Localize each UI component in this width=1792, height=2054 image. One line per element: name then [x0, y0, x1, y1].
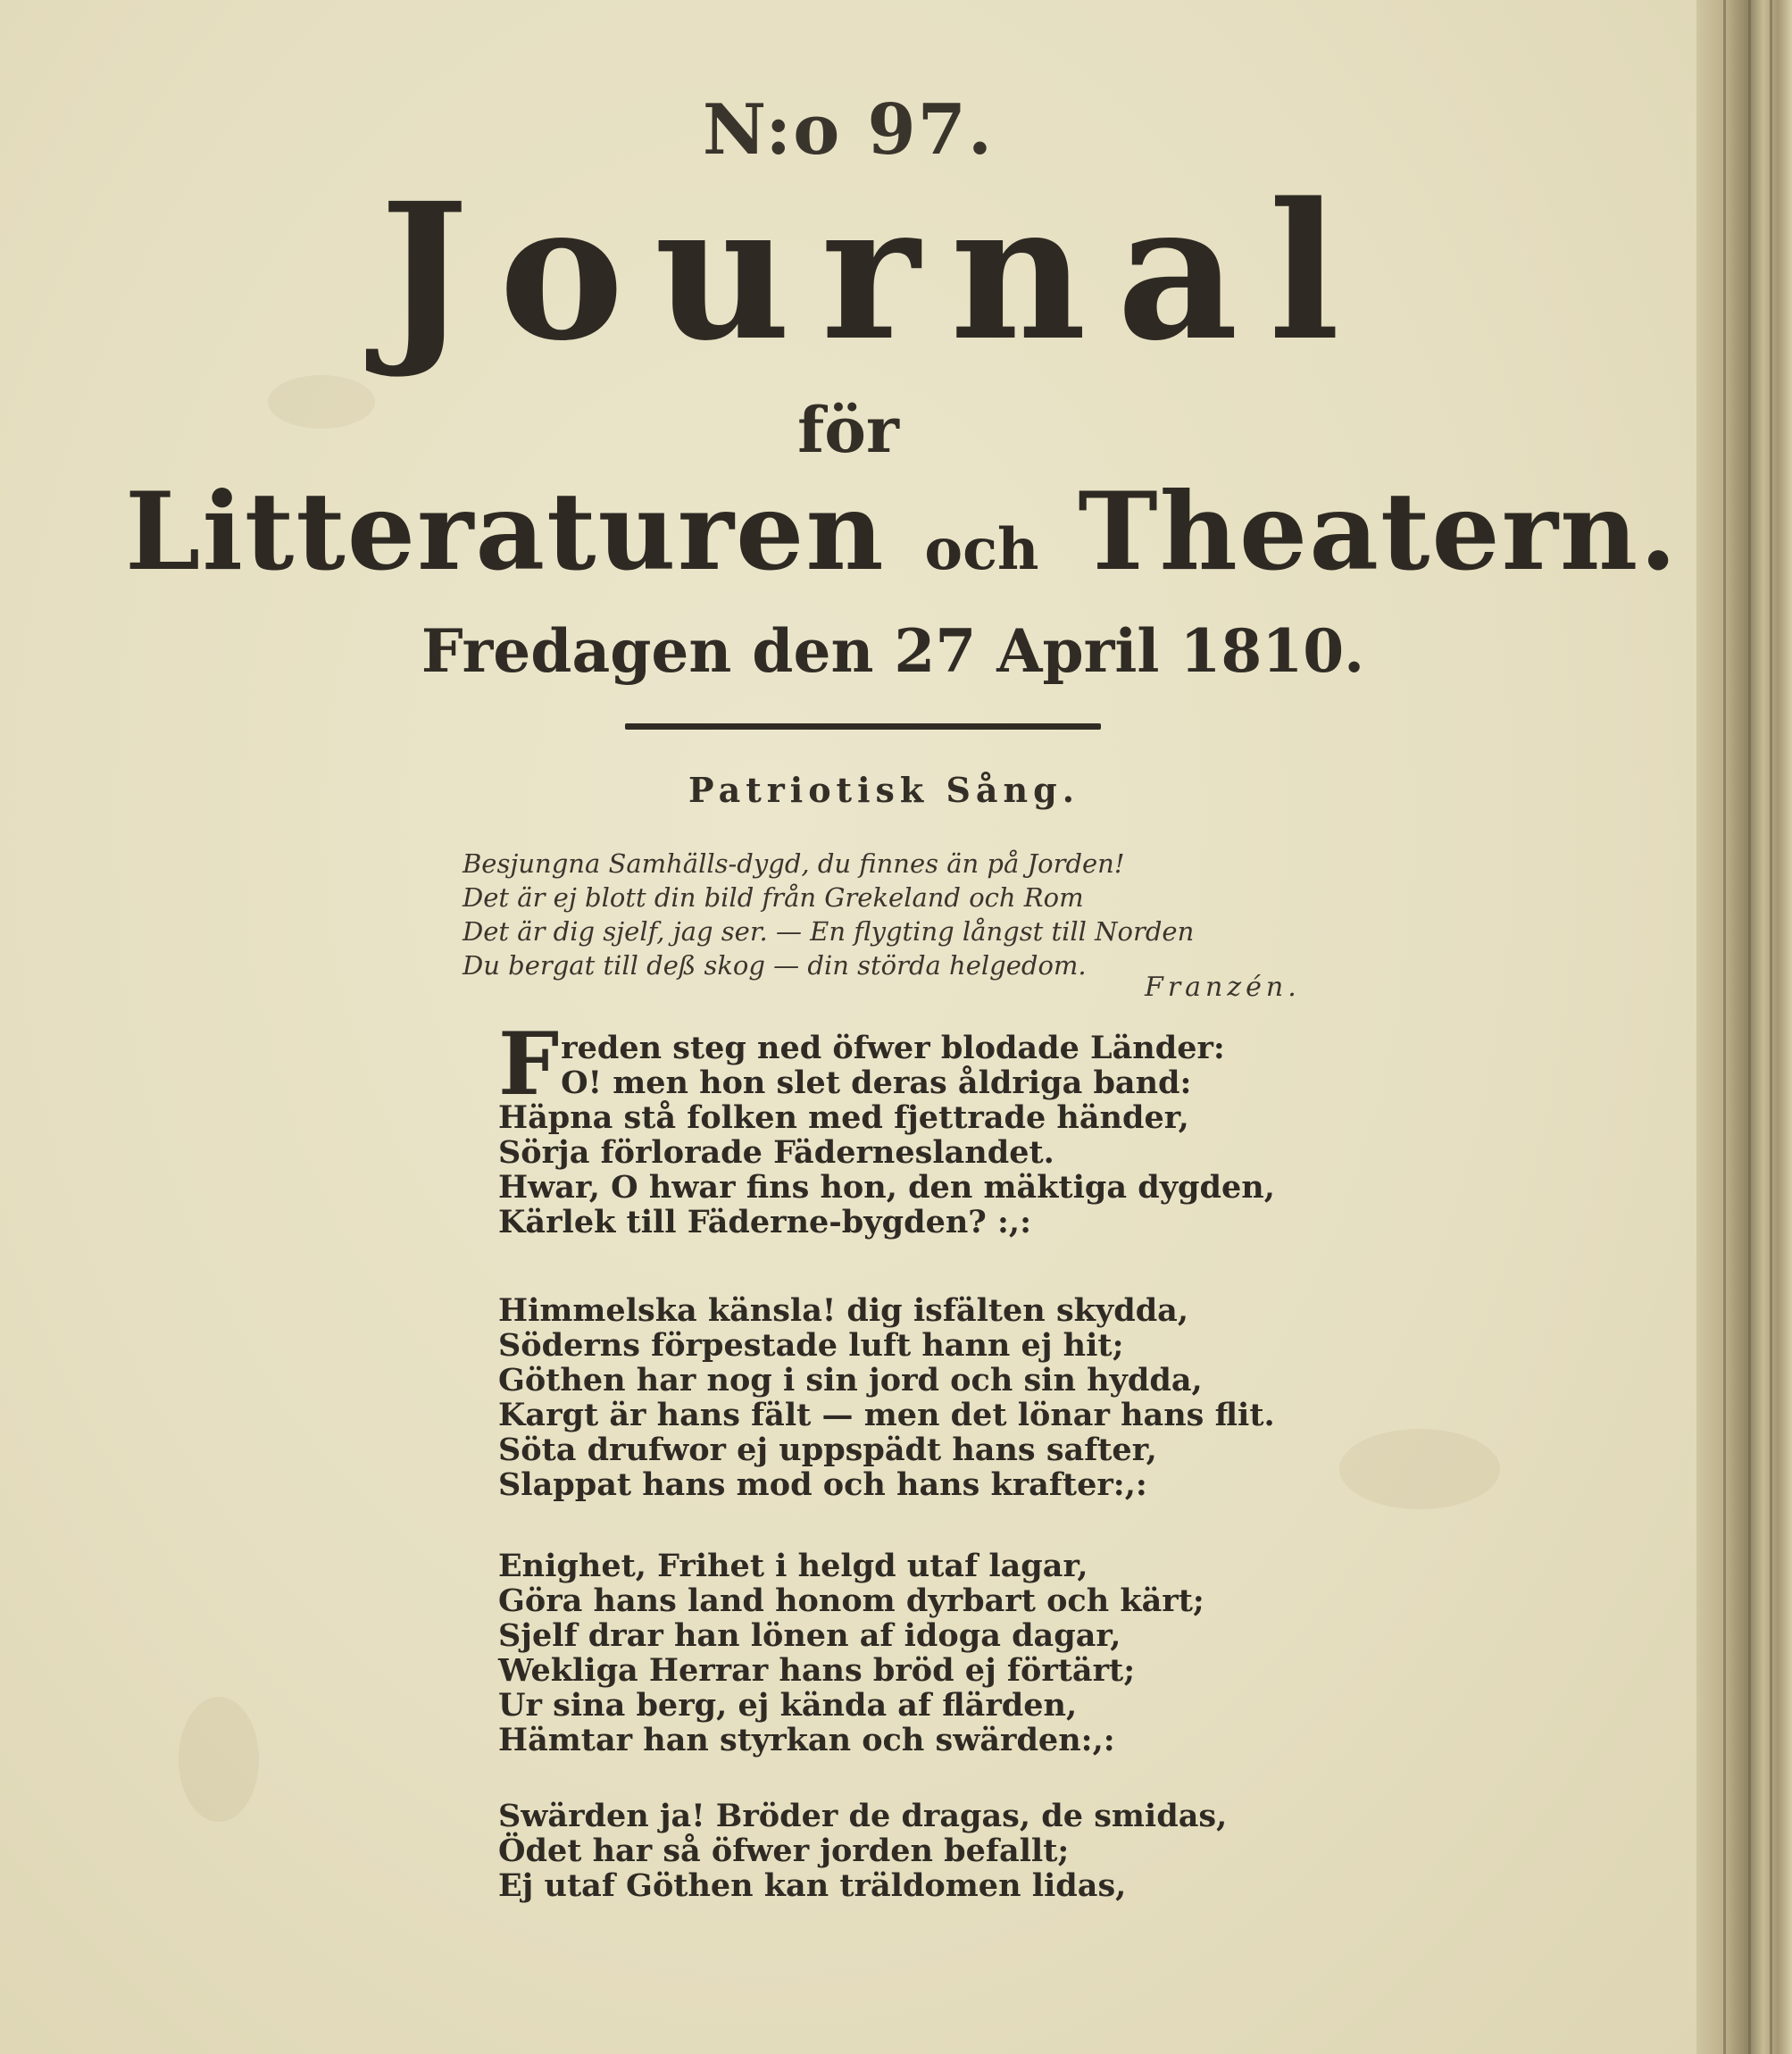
- poem-line: Söderns förpestade luft hann ej hit;: [498, 1327, 1124, 1364]
- poem-line: Söta drufwor ej uppspädt hans safter,: [498, 1432, 1157, 1468]
- poem-line: Göra hans land honom dyrbart och kärt;: [498, 1582, 1204, 1619]
- poem-line: Ej utaf Göthen kan träldomen lidas,: [498, 1867, 1127, 1904]
- paper-stain: [179, 1697, 259, 1822]
- poem-title: Patriotisk Sång.: [688, 770, 1079, 810]
- subtitle-literature: Litteraturen: [124, 469, 886, 595]
- epigraph-author: Franzén.: [1145, 972, 1301, 1003]
- poem-line: O! men hon slet deras åldriga band:: [561, 1065, 1192, 1101]
- poem-line: Ur sina berg, ej kända af flärden,: [498, 1687, 1078, 1724]
- poem-line: Slappat hans mod och hans krafter:,:: [498, 1466, 1147, 1503]
- epigraph-line: Besjungna Samhälls-dygd, du finnes än på Jorden!: [463, 848, 1125, 879]
- book-gutter: [1696, 0, 1792, 2054]
- poem-line: Kärlek till Fäderne-bygden? :,:: [498, 1204, 1031, 1240]
- subtitle-theatre: Theatern.: [1078, 469, 1679, 595]
- issue-date: Fredagen den 27 April 1810.: [421, 616, 1365, 686]
- page-edge-line: [1723, 0, 1726, 2054]
- poem-line: Enighet, Frihet i helgd utaf lagar,: [498, 1548, 1088, 1584]
- paper-stain: [1339, 1429, 1500, 1509]
- poem-line: Kargt är hans fält — men det lönar hans flit.: [498, 1397, 1275, 1433]
- journal-title: Journal: [379, 162, 1371, 382]
- poem-line: Göthen har nog i sin jord och sin hydda,: [498, 1362, 1203, 1399]
- poem-line: Himmelska känsla! dig isfälten skydda,: [498, 1292, 1189, 1329]
- title-preposition: för: [797, 393, 899, 467]
- epigraph-line: Du bergat till deß skog — din störda helgedom.: [463, 950, 1087, 981]
- poem-line: Hämtar han styrkan och swärden:,:: [498, 1722, 1115, 1758]
- stanza-3: [498, 1549, 1302, 1758]
- stanza-1: [498, 1014, 1302, 1240]
- epigraph: [463, 847, 1302, 982]
- epigraph-line: Det är ej blott din bild från Grekeland och Rom: [463, 882, 1084, 913]
- poem-line: Sörja förlorade Fäderneslandet.: [498, 1134, 1054, 1171]
- poem-line: reden steg ned öfwer blodade Länder:: [561, 1030, 1225, 1066]
- epigraph-line: Det är dig sjelf, jag ser. — En flygting långst till Norden: [463, 916, 1195, 947]
- poem-line: Sjelf drar han lönen af idoga dagar,: [498, 1617, 1121, 1654]
- header-divider: [625, 723, 1101, 730]
- issue-number: N:o 97.: [702, 89, 995, 171]
- subtitle-conjunction: och: [924, 516, 1039, 583]
- page-edge-line: [1770, 0, 1772, 2054]
- poem-line: Wekliga Herrar hans bröd ej förtärt;: [498, 1652, 1136, 1689]
- poem-line: Ödet har så öfwer jorden befallt;: [498, 1833, 1070, 1869]
- poem-line: Swärden ja! Bröder de dragas, de smidas,: [498, 1798, 1228, 1834]
- poem-line: Häpna stå folken med fjettrade händer,: [498, 1099, 1189, 1136]
- journal-subtitle: [0, 469, 1750, 595]
- page-edge-line: [1748, 0, 1751, 2054]
- stanza-2: [498, 1293, 1302, 1502]
- drop-cap: F: [498, 1014, 560, 1115]
- poem-line: Hwar, O hwar fins hon, den mäktiga dygden,: [498, 1169, 1275, 1206]
- stanza-4: [498, 1799, 1302, 1903]
